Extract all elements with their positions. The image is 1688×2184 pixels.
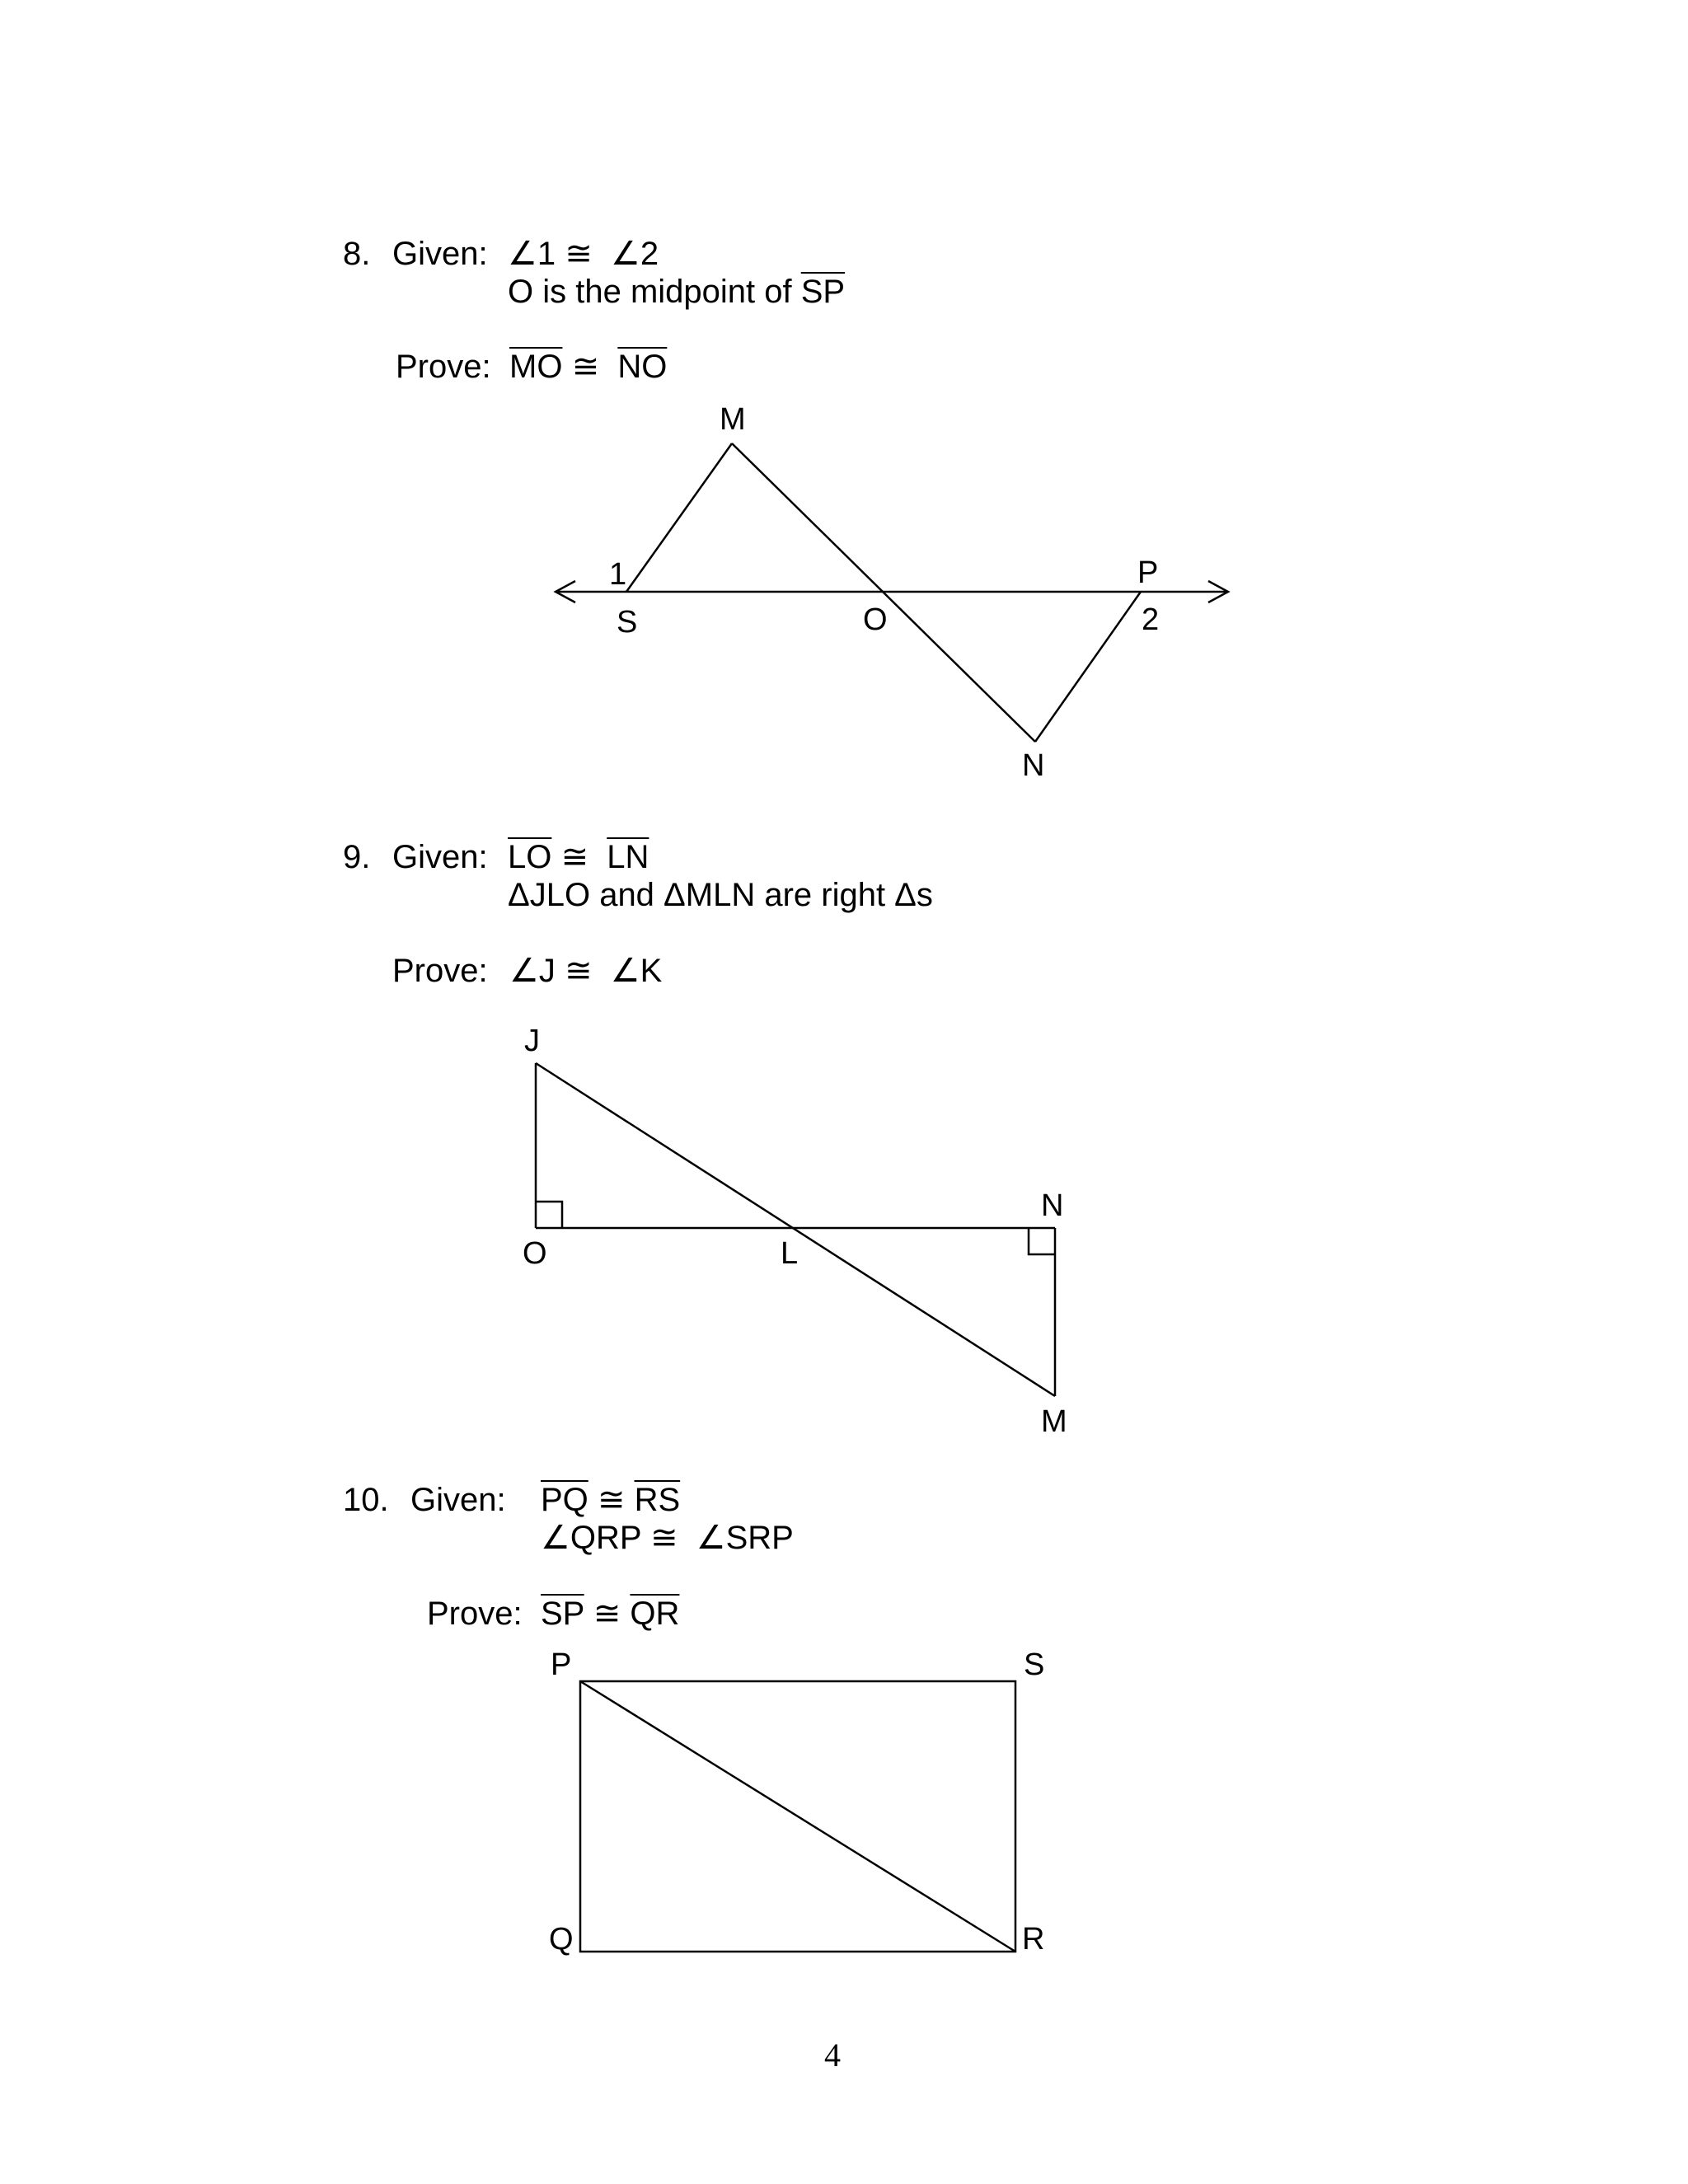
right-angle-marker-o [536, 1202, 562, 1228]
problem-number: 10. [343, 1482, 389, 1518]
given-label: Given: [392, 236, 488, 272]
segment: $\overline{QR}$ [630, 1596, 680, 1632]
prove-label: Prove: [396, 349, 491, 385]
diagonal-pr [580, 1681, 1015, 1952]
angle: ∠QRP [541, 1520, 641, 1556]
point-label-m: M [1041, 1404, 1067, 1439]
segment: $\overline{MO}$ [509, 349, 563, 385]
congruent-symbol: ≅ [560, 839, 588, 875]
segment: $\overline{LN}$ [607, 839, 649, 875]
prove-label: Prove: [392, 953, 488, 989]
angle: ∠1 [508, 236, 556, 272]
figure-8 [556, 443, 1228, 742]
point-label-p: P [551, 1647, 572, 1682]
congruent-symbol: ≅ [597, 1482, 626, 1518]
point-label-p: P [1137, 555, 1159, 590]
angle: ∠K [610, 953, 663, 989]
angle-label-1: 1 [609, 557, 627, 592]
point-label-s: S [617, 605, 638, 640]
point-label-s: S [1024, 1647, 1045, 1682]
congruent-symbol: ≅ [593, 1596, 621, 1632]
figure-10 [580, 1681, 1015, 1952]
segment: $\overline{NO}$ [617, 349, 668, 385]
given-label: Given: [410, 1482, 506, 1518]
angle: ∠J [509, 953, 556, 989]
segment: $\overline{RS}$ [634, 1482, 681, 1518]
segment: $\overline{PQ}$ [541, 1482, 588, 1518]
point-label-l: L [781, 1236, 799, 1271]
congruent-symbol: ≅ [564, 953, 593, 989]
page-number: 4 [824, 2036, 841, 2074]
congruent-symbol: ≅ [649, 1520, 678, 1556]
segment-jm [536, 1063, 1055, 1396]
given-label: Given: [392, 839, 488, 875]
segment: $\overline{SP}$ [800, 274, 846, 310]
point-label-j: J [524, 1024, 540, 1058]
figure-9 [536, 1063, 1055, 1396]
point-label-r: R [1022, 1922, 1045, 1957]
point-label-q: Q [549, 1922, 574, 1957]
right-angle-marker-n [1029, 1228, 1055, 1254]
given-text: ΔJLO and ΔMLN are right Δs [508, 877, 933, 913]
segment: $\overline{SP}$ [541, 1596, 584, 1632]
problem-number: 9. [343, 839, 371, 875]
segment-np [1035, 592, 1141, 742]
point-label-n: N [1022, 748, 1045, 783]
angle: ∠SRP [696, 1520, 794, 1556]
given-text: O is the midpoint of [508, 274, 801, 310]
point-label-o: O [523, 1236, 547, 1271]
congruent-symbol: ≅ [571, 349, 600, 385]
segment-sm [626, 443, 732, 592]
prove-label: Prove: [427, 1596, 523, 1632]
congruent-symbol: ≅ [565, 236, 593, 272]
angle-label-2: 2 [1142, 602, 1160, 637]
point-label-n: N [1041, 1188, 1064, 1223]
angle: ∠2 [610, 236, 659, 272]
point-label-m: M [720, 402, 746, 437]
problem-number: 8. [343, 236, 371, 272]
segment: $\overline{LO}$ [508, 839, 552, 875]
point-label-o: O [863, 602, 888, 637]
